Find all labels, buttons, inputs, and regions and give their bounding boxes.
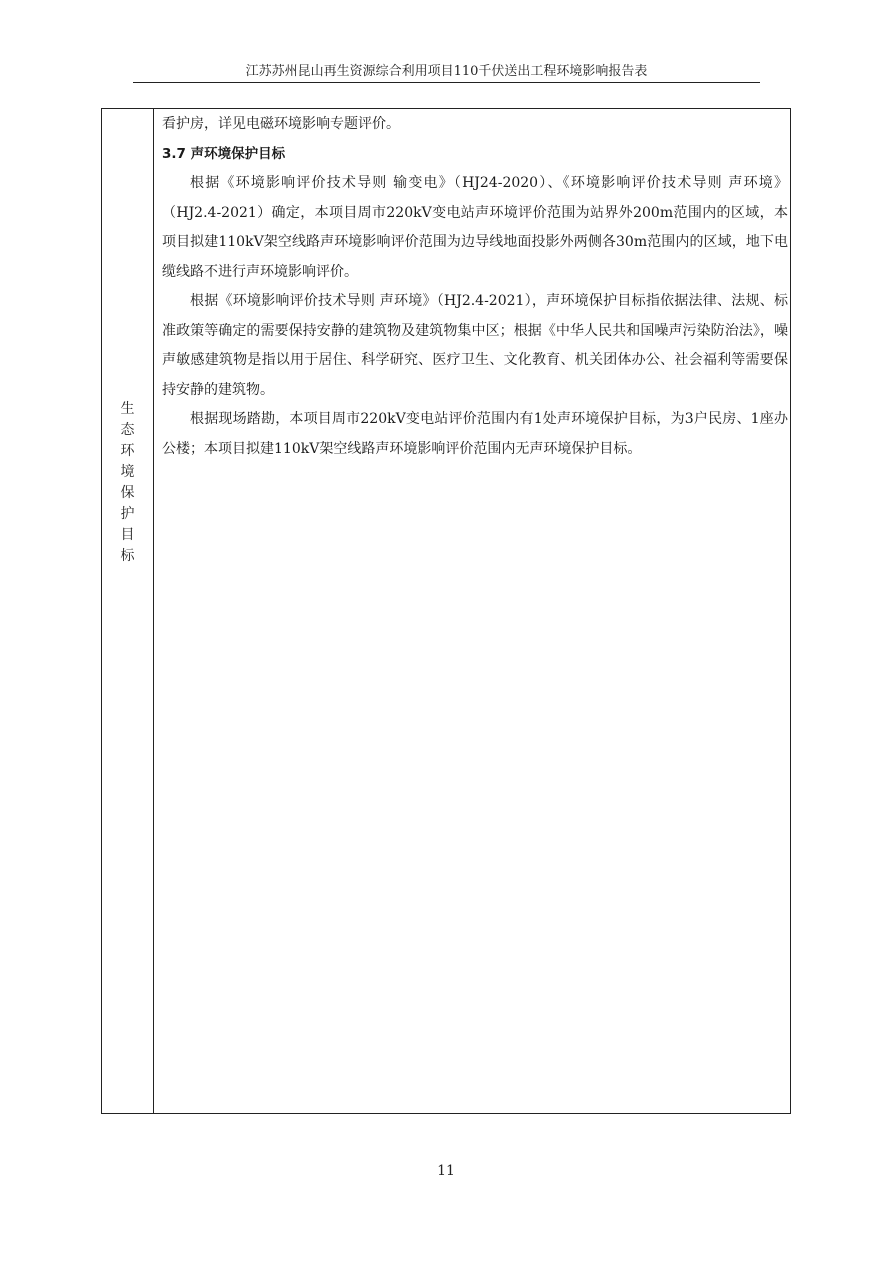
- paragraph-survey-result: 根据现场踏勘，本项目周市220kV变电站评价范围内有1处声环境保护目标，为3户民房、1座办公楼；本项目拟建110kV架空线路声环境影响评价范围内无声环境保护目标。: [162, 411, 788, 457]
- content-table: [101, 108, 791, 1114]
- row-label-ecological-protection-targets: [102, 399, 153, 567]
- row-label-char: 目: [120, 527, 135, 543]
- row-label-char: 保: [120, 485, 135, 501]
- header-rule: [133, 82, 760, 83]
- row-label-char: 护: [120, 506, 135, 522]
- row-label-char: 环: [120, 443, 135, 459]
- paragraph-definition: 根据《环境影响评价技术导则 声环境》（HJ2.4-2021），声环境保护目标指依据法律、法规、标准政策等确定的需要保持安静的建筑物及建筑物集中区；根据《中华人民共和国噪声污染防治法》，噪声敏感建筑物是指以用于居住、科学研究、医疗卫生、文化教育、机关团体办公、社会福利等需要保持安静的建筑物。: [162, 293, 788, 398]
- page-number: 11: [437, 1163, 455, 1179]
- paragraph-scope: 根据《环境影响评价技术导则 输变电》（HJ24-2020）、《环境影响评价技术导则 声环境》（HJ2.4-2021）确定，本项目周市220kV变电站声环境评价范围为站界外200m范围内的区域，本项目拟建110kV架空线路声环境影响评价范围为边导线地面投影外两侧各30m范围内的区域，地下电缆线路不进行声环境影响评价。: [162, 175, 788, 280]
- row-label-char: 境: [120, 464, 135, 480]
- running-header: 江苏苏州昆山再生资源综合利用项目110千伏送出工程环境影响报告表: [245, 64, 648, 79]
- row-label-char: 态: [120, 422, 135, 438]
- column-divider: [153, 109, 154, 1113]
- continuation-text: 看护房，详见电磁环境影响专题评价。: [162, 116, 400, 132]
- section-heading: 3.7 声环境保护目标: [162, 145, 286, 162]
- row-label-char: 生: [120, 401, 135, 417]
- content-cell: [162, 110, 788, 464]
- row-label-char: 标: [120, 548, 135, 564]
